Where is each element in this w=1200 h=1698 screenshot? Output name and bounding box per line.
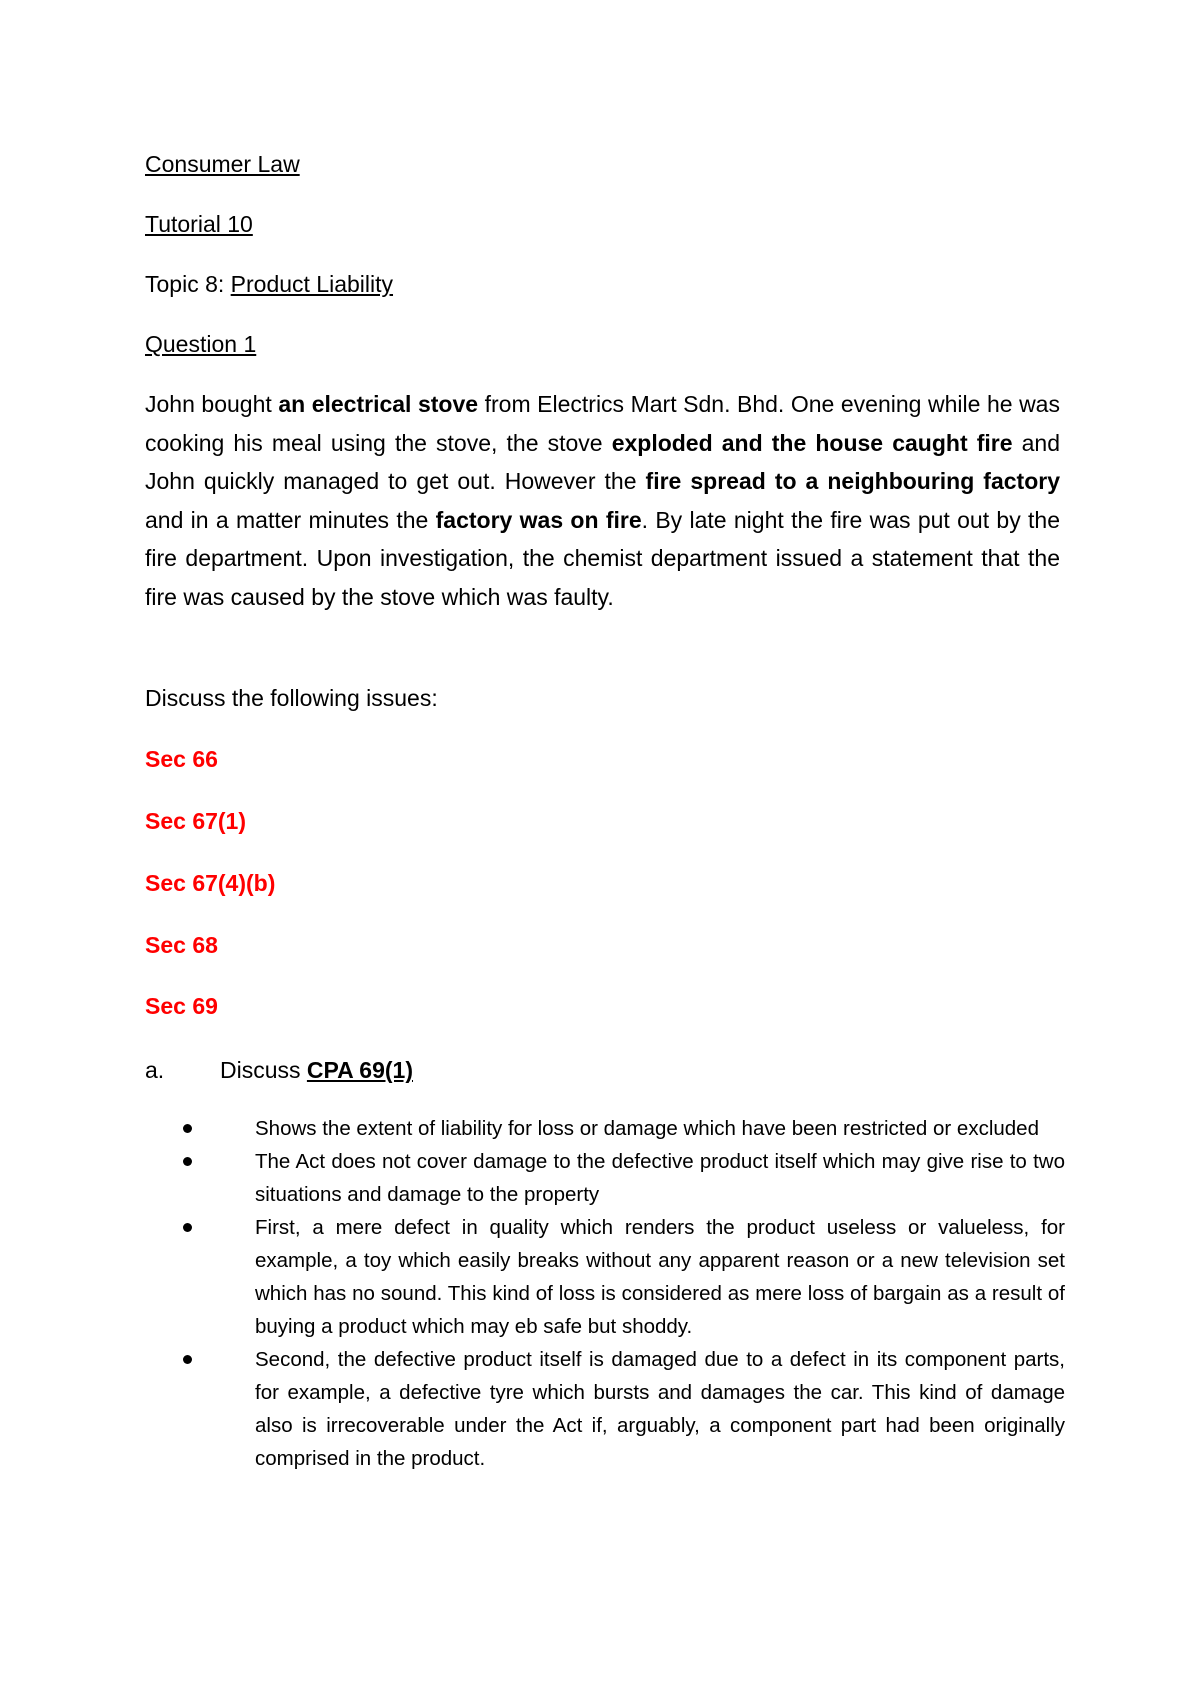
item-a-prefix: Discuss bbox=[220, 1057, 307, 1083]
tutorial-title: Tutorial 10 bbox=[145, 211, 253, 237]
topic-line bbox=[145, 270, 393, 298]
section-heading: Sec 67(1) bbox=[145, 808, 247, 834]
discuss-prompt: Discuss the following issues: bbox=[145, 685, 438, 711]
section-heading: Sec 67(4)(b) bbox=[145, 870, 276, 896]
item-a-reference: CPA 69(1) bbox=[306, 1057, 413, 1083]
list-item-text: Second, the defective product itself is damaged due to a defect in its component parts, for example, a defective tyre which bursts and damages the car. This kind of damage also is irrecoverable under the Act if, arguably, a component part had been originally comprised in the product. bbox=[255, 1348, 1065, 1470]
topic-title: Product Liability bbox=[230, 271, 394, 297]
section-heading: Sec 66 bbox=[145, 746, 218, 772]
scenario-bold-4: factory was on fire bbox=[435, 506, 642, 533]
question-heading: Question 1 bbox=[145, 331, 257, 357]
scenario-paragraph bbox=[145, 385, 1060, 617]
list-item-text: First, a mere defect in quality which renders the product useless or valueless, for example, a toy which easily breaks without any apparent reason or a new television set which has no sound. This kind of loss is considered as mere loss of bargain as a result of buying a product which may eb safe but shoddy. bbox=[255, 1216, 1065, 1338]
list-item bbox=[145, 1211, 1065, 1343]
scenario-text-5: . By late night the fire was put out by the fire department. Upon investigation, the chemist department issued a statement that the fire was caused by the stove which was faulty. bbox=[145, 506, 1060, 610]
scenario-text-2: from Electrics Mart Sdn. Bhd. One evening while he was cooking his meal using the stove, the stove bbox=[145, 391, 1060, 456]
scenario-bold-2: exploded and the house caught fire bbox=[611, 429, 1013, 456]
list-item-text: Shows the extent of liability for loss or damage which have been restricted or excluded bbox=[255, 1117, 1039, 1140]
scenario-text-3: and John quickly managed to get out. However the bbox=[145, 429, 1061, 495]
topic-prefix: Topic 8: bbox=[145, 271, 231, 297]
list-item bbox=[145, 1343, 1065, 1475]
list-item bbox=[145, 1145, 1065, 1211]
course-title: Consumer Law bbox=[145, 151, 300, 177]
bullet-icon bbox=[183, 1223, 192, 1232]
bullet-icon bbox=[183, 1124, 192, 1133]
list-item-text: The Act does not cover damage to the defective product itself which may give rise to two situations and damage to the property bbox=[255, 1150, 1065, 1206]
section-heading: Sec 68 bbox=[145, 932, 218, 958]
scenario-text-4: and in a matter minutes the bbox=[145, 506, 436, 533]
scenario-bold-1: an electrical stove bbox=[278, 391, 479, 417]
bullet-icon bbox=[183, 1157, 192, 1166]
section-heading: Sec 69 bbox=[145, 993, 218, 1019]
scenario-bold-3: fire spread to a neighbouring factory bbox=[645, 468, 1061, 495]
bullet-icon bbox=[183, 1355, 192, 1364]
scenario-text-1: John bought bbox=[145, 391, 279, 417]
list-item bbox=[145, 1112, 1065, 1145]
item-a-text bbox=[220, 1056, 413, 1084]
bullet-list bbox=[145, 1112, 1065, 1475]
item-a-label: a. bbox=[145, 1057, 165, 1083]
